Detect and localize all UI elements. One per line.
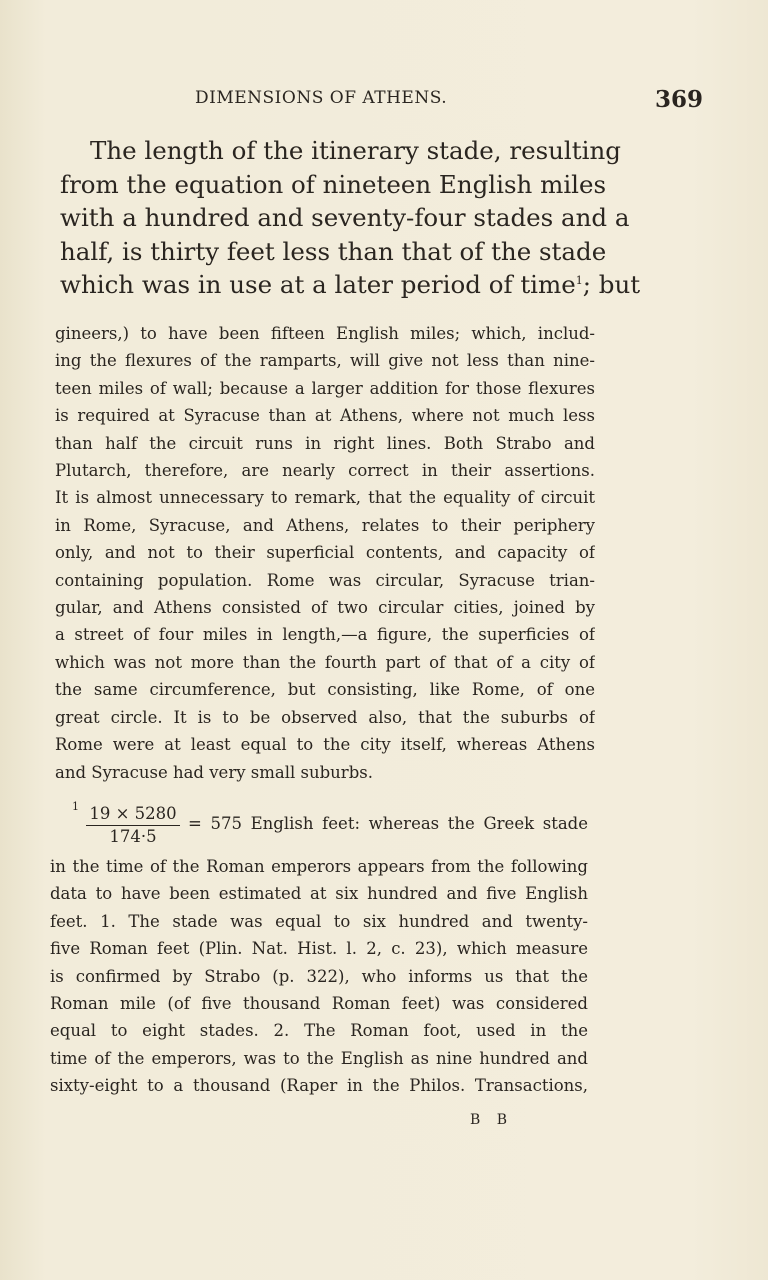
running-head: DIMENSIONS OF ATHENS. [195,88,448,108]
main-line-tail: ; but [582,270,641,299]
footnote-line: time of the emperors, was to the English as nine hundred and [50,1048,588,1068]
main-line-with-ref [60,268,641,302]
note-line: than half the circuit runs in right lines. Both Strabo and [55,433,595,453]
main-line-text: which was in use at a later period of time [60,270,576,299]
main-line: half, is thirty feet less than that of the stade [60,236,607,266]
note-line: is required at Syracuse than at Athens, where not much less [55,406,595,426]
note-line: great circle. It is to be observed also, that the suburbs of [55,707,595,727]
footnote-line: five Roman feet (Plin. Nat. Hist. l. 2, c. 23), which measure [50,939,588,959]
note-line: Rome were at least equal to the city itself, whereas Athens [55,735,595,755]
fraction [86,804,180,848]
note-line: gineers,) to have been fifteen English miles; which, includ- [55,324,595,343]
note-line: containing population. Rome was circular, Syracuse trian- [55,570,595,590]
main-line: with a hundred and seventy-four stades and a [60,203,630,232]
main-line: The length of the itinerary stade, resulting [90,136,621,165]
footnote-body [50,853,588,1100]
main-line: from the equation of nineteen English miles [60,169,607,199]
footnote-line: sixty-eight to a thousand (Raper in the Philos. Transactions, [50,1076,588,1096]
footnote-line: data to have been estimated at six hundred and five English [50,884,588,904]
formula-text: = 575 English feet: whereas the Greek stade [188,814,588,833]
signature-mark: B B [470,1112,514,1128]
note-line: gular, and Athens consisted of two circular cities, joined by [55,598,595,618]
note-line: the same circumference, but consisting, like Rome, of one [55,680,595,700]
note-line: It is almost unnecessary to remark, that the equality of circuit [55,488,595,508]
footnote-marker: 1 [72,800,79,813]
continued-note [55,320,595,786]
note-line: teen miles of wall; because a larger addition for those flexures [55,378,595,398]
footnote-line: Roman mile (of five thousand Roman feet) was considered [50,994,588,1014]
footnote-formula [72,800,592,850]
note-line: a street of four miles in length,—a figure, the superficies of [55,625,595,645]
note-line: ing the flexures of the ramparts, will give not less than nine- [55,351,595,371]
fraction-numerator: 19 × 5280 [86,804,180,826]
fraction-denominator: 174·5 [109,827,157,846]
note-line: which was not more than the fourth part of that of a city of [55,652,595,672]
note-line: Plutarch, therefore, are nearly correct in their assertions. [55,461,595,481]
footnote-line: equal to eight stades. 2. The Roman foot, used in the [50,1021,588,1041]
footnote-line: is confirmed by Strabo (p. 322), who informs us that the [50,966,588,986]
footnote-line: feet. 1. The stade was equal to six hundred and twenty- [50,911,588,931]
main-paragraph [60,134,641,302]
note-line: and Syracuse had very small suburbs. [55,762,373,782]
footnote-reference: 1 [575,273,583,287]
page-number: 369 [655,86,704,113]
note-line: only, and not to their superficial contents, and capacity of [55,543,595,563]
note-line: in Rome, Syracuse, and Athens, relates to their periphery [55,515,595,535]
footnote-line: in the time of the Roman emperors appears from the following [50,857,588,876]
